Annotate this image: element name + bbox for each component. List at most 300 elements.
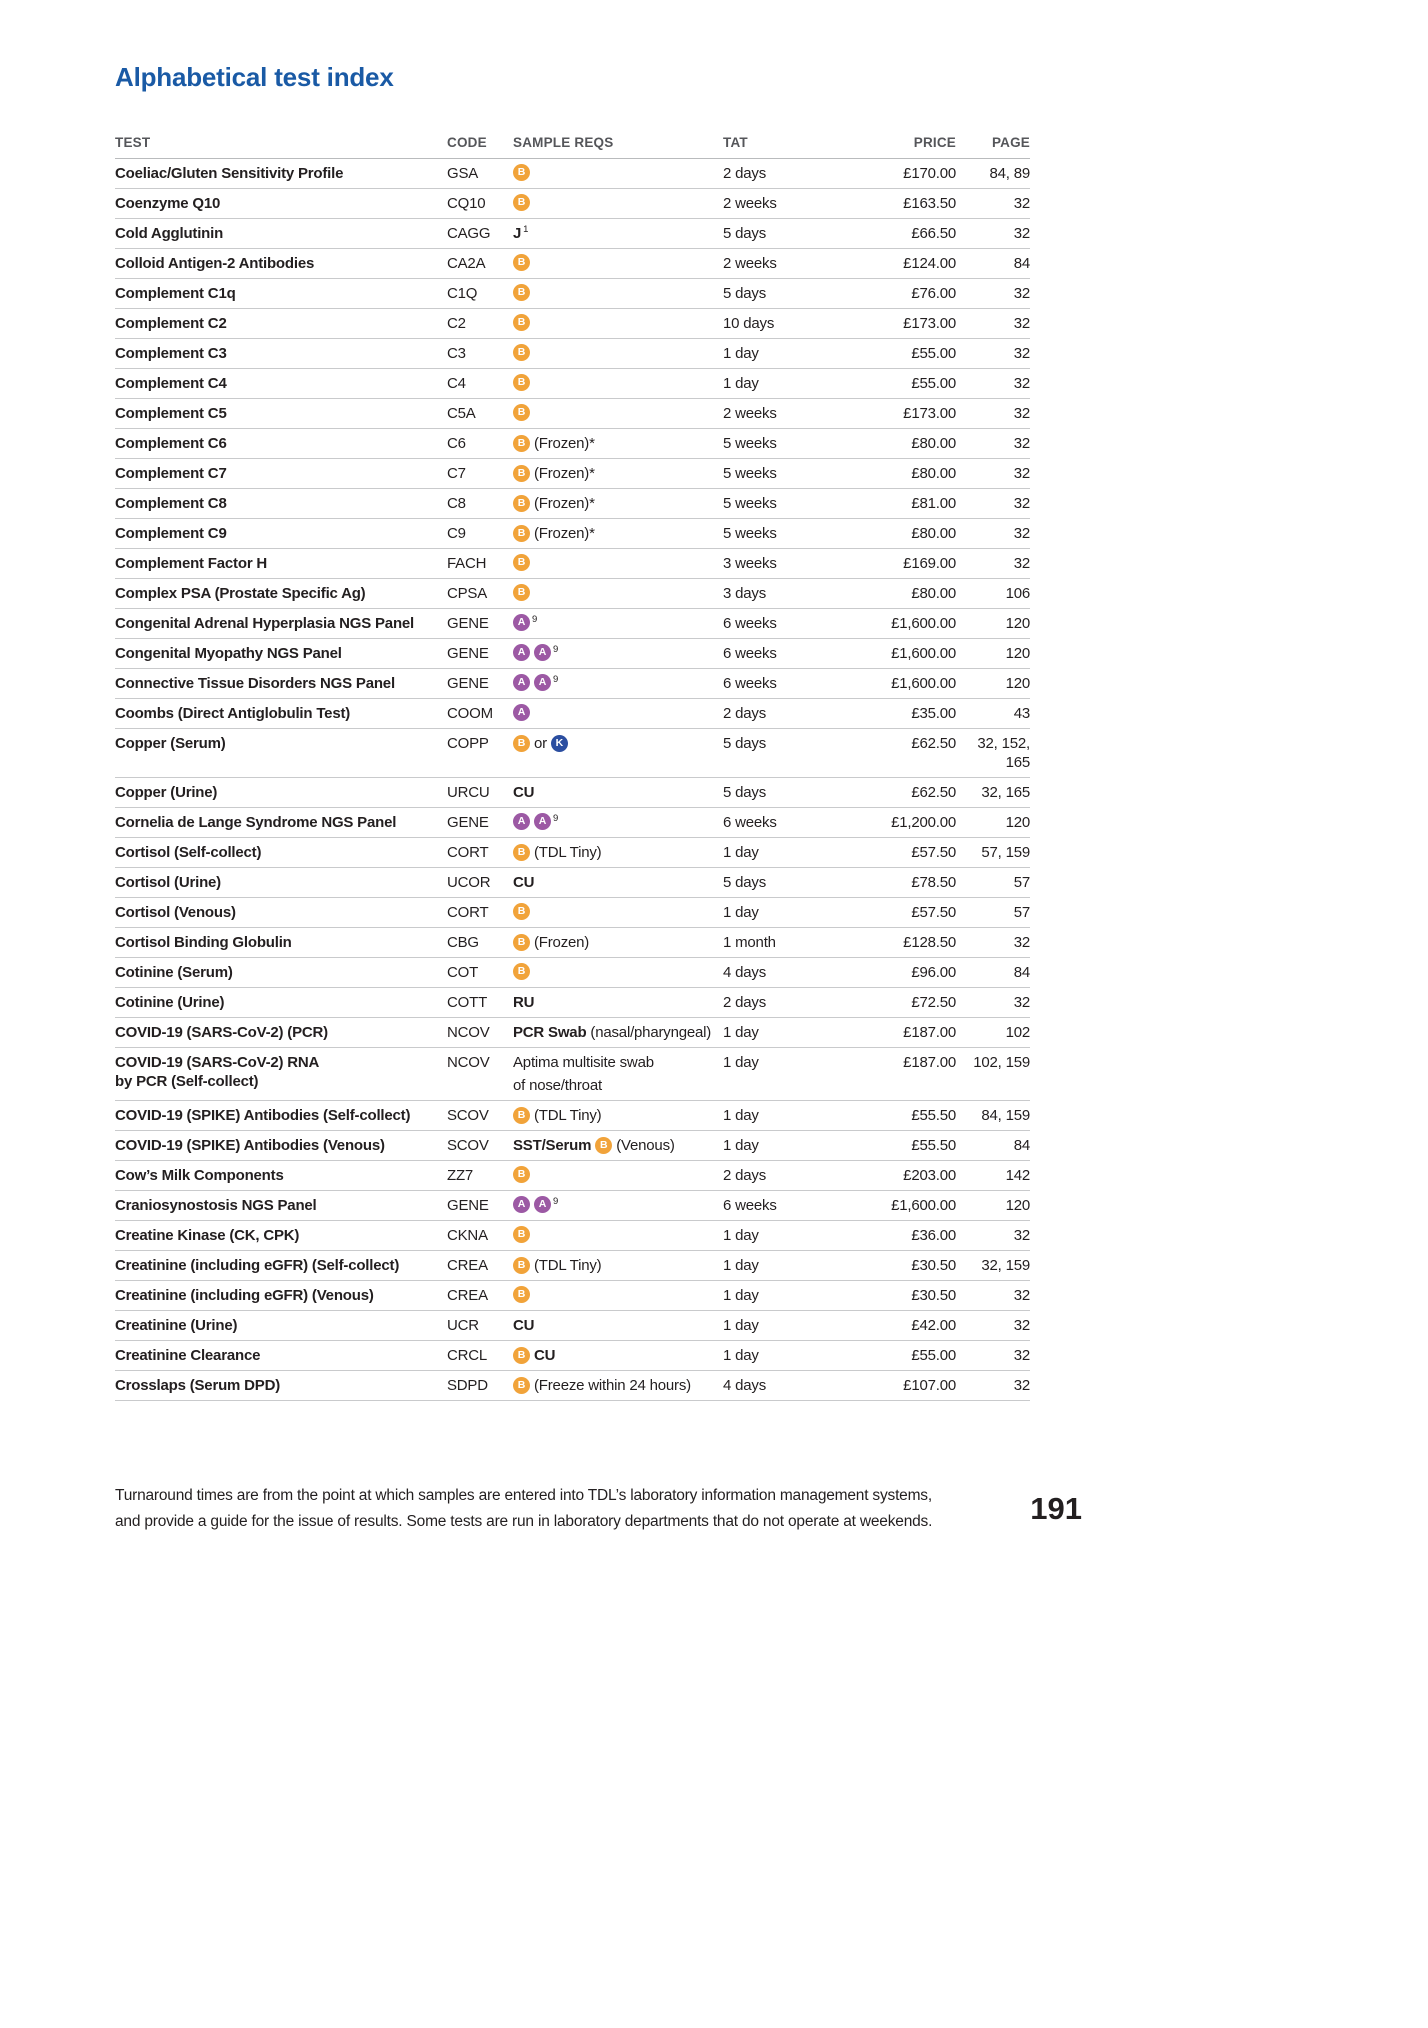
sample-code-b-icon: B: [513, 1286, 530, 1303]
sample-code-b-icon: B: [513, 194, 530, 211]
sample-reqs: [513, 434, 723, 453]
sample-code-b-icon: B: [513, 584, 530, 601]
sample-reqs: [513, 1286, 723, 1303]
sample-reqs: [513, 284, 723, 301]
price-value: £80.00: [911, 465, 956, 482]
sample-code-a-icon: A: [513, 674, 530, 691]
table-row: [115, 808, 1030, 838]
price-value: £124.00: [903, 255, 956, 272]
footnote-line-2: and provide a guide for the issue of results. Some tests are run in laboratory departments that do not operate at weekends.: [115, 1513, 933, 1530]
sample-code-b-icon: B: [513, 963, 530, 980]
test-name: Complement C1q: [115, 285, 236, 302]
page-ref: 32: [1013, 1287, 1030, 1304]
sample-code-b-icon: B: [595, 1137, 612, 1154]
price-value: £80.00: [911, 525, 956, 542]
table-row: [115, 429, 1030, 459]
table-row: [115, 189, 1030, 219]
sample-code-b-icon: B: [513, 554, 530, 571]
price-value: £96.00: [911, 964, 956, 981]
page-ref: 120: [1005, 814, 1030, 831]
sample-reqs: [513, 644, 723, 661]
tat-value: 10 days: [723, 315, 775, 332]
test-name: Creatinine (Urine): [115, 1317, 238, 1334]
table-row: [115, 1251, 1030, 1281]
test-name: Copper (Serum): [115, 735, 226, 752]
tat-value: 2 days: [723, 705, 766, 722]
sample-code-b-icon: B: [513, 934, 530, 951]
page-ref: 84: [1013, 255, 1030, 272]
price-value: £203.00: [903, 1167, 956, 1184]
test-code: GENE: [447, 645, 489, 662]
sample-reqs: [513, 614, 723, 631]
page-footer: [115, 1483, 1082, 1535]
test-name: Congenital Adrenal Hyperplasia NGS Panel: [115, 615, 415, 632]
column-header-test: TEST: [115, 135, 151, 150]
test-code: CA2A: [447, 255, 486, 272]
sample-reqs: [513, 1256, 723, 1275]
sample-code-a-icon: A: [513, 1196, 530, 1213]
test-code: CORT: [447, 904, 489, 921]
sample-code-b-icon: B: [513, 525, 530, 542]
page-ref: 32, 159: [981, 1257, 1030, 1274]
sample-reqs: [513, 554, 723, 571]
test-code: C7: [447, 465, 466, 482]
table-row: [115, 579, 1030, 609]
table-row: [115, 309, 1030, 339]
sample-reqs: [513, 704, 723, 721]
table-row: [115, 1191, 1030, 1221]
sample-code-b-icon: B: [513, 1166, 530, 1183]
table-row: [115, 699, 1030, 729]
test-name: Crosslaps (Serum DPD): [115, 1377, 281, 1394]
tat-value: 6 weeks: [723, 615, 777, 632]
price-value: £187.00: [903, 1054, 956, 1071]
sample-text: J: [513, 225, 522, 242]
sample-reqs: [513, 494, 723, 513]
sample-code-b-icon: B: [513, 314, 530, 331]
sample-code-k-icon: K: [551, 735, 568, 752]
sample-text: (Frozen)*: [534, 465, 595, 482]
test-code: FACH: [447, 555, 487, 572]
test-name: Cortisol (Self-collect): [115, 844, 262, 861]
sample-reqs: [513, 524, 723, 543]
price-value: £169.00: [903, 555, 956, 572]
turnaround-footnote: [115, 1483, 932, 1535]
test-code: GENE: [447, 814, 489, 831]
table-row: [115, 669, 1030, 699]
tat-value: 5 weeks: [723, 465, 777, 482]
test-code: C4: [447, 375, 466, 392]
test-code: CRCL: [447, 1347, 488, 1364]
test-name: Colloid Antigen-2 Antibodies: [115, 255, 315, 272]
sample-reqs: [513, 783, 723, 802]
test-code: NCOV: [447, 1054, 490, 1071]
sample-code-b-icon: B: [513, 1347, 530, 1364]
page-ref: 32, 165: [981, 784, 1030, 801]
test-name: Cortisol Binding Globulin: [115, 934, 292, 951]
column-header-tat: TAT: [723, 135, 748, 150]
sample-text: PCR Swab: [513, 1024, 587, 1041]
test-code: URCU: [447, 784, 490, 801]
price-value: £81.00: [911, 495, 956, 512]
tat-value: 4 days: [723, 964, 766, 981]
tat-value: 5 days: [723, 784, 766, 801]
price-value: £170.00: [903, 165, 956, 182]
tat-value: 1 day: [723, 1287, 759, 1304]
test-name: Complex PSA (Prostate Specific Ag): [115, 585, 366, 602]
tat-value: 2 days: [723, 994, 766, 1011]
sample-code-b-icon: B: [513, 284, 530, 301]
sample-code-b-icon: B: [513, 1257, 530, 1274]
price-value: £107.00: [903, 1377, 956, 1394]
test-code: CQ10: [447, 195, 486, 212]
table-row: [115, 729, 1030, 778]
test-code: C2: [447, 315, 466, 332]
sample-reqs: [513, 813, 723, 830]
test-name: Complement C3: [115, 345, 227, 362]
price-value: £1,600.00: [891, 675, 956, 692]
page-ref: 57, 159: [981, 844, 1030, 861]
footnote-ref: 9: [553, 813, 559, 824]
column-header-price: PRICE: [913, 135, 956, 150]
table-row: [115, 249, 1030, 279]
test-code: CBG: [447, 934, 479, 951]
test-code: SCOV: [447, 1137, 489, 1154]
page-ref: 32: [1013, 495, 1030, 512]
price-value: £35.00: [911, 705, 956, 722]
table-body: [115, 159, 1030, 1401]
test-code: COPP: [447, 735, 489, 752]
test-name: Cortisol (Venous): [115, 904, 236, 921]
page-ref: 32: [1013, 1317, 1030, 1334]
sample-code-a-icon: A: [513, 644, 530, 661]
sample-code-b-icon: B: [513, 844, 530, 861]
sample-reqs: [513, 674, 723, 691]
test-code: C6: [447, 435, 466, 452]
price-value: £55.50: [911, 1137, 956, 1154]
footnote-ref: 9: [553, 644, 559, 655]
test-code: C1Q: [447, 285, 478, 302]
price-value: £78.50: [911, 874, 956, 891]
sample-text: Aptima multisite swab: [513, 1054, 654, 1071]
page-ref: 32: [1013, 435, 1030, 452]
price-value: £57.50: [911, 904, 956, 921]
test-code: UCR: [447, 1317, 479, 1334]
test-code: GENE: [447, 615, 489, 632]
page-ref: 102, 159: [973, 1054, 1030, 1071]
sample-code-b-icon: B: [513, 495, 530, 512]
tat-value: 5 days: [723, 735, 766, 752]
sample-reqs: [513, 993, 723, 1012]
tat-value: 1 day: [723, 1347, 759, 1364]
table-row: [115, 1311, 1030, 1341]
tat-value: 1 day: [723, 1054, 759, 1071]
tat-value: 4 days: [723, 1377, 766, 1394]
tat-value: 1 day: [723, 1227, 759, 1244]
table-row: [115, 838, 1030, 868]
test-code: CAGG: [447, 225, 491, 242]
sample-reqs: [513, 1346, 723, 1365]
sample-code-b-icon: B: [513, 404, 530, 421]
page-ref: 32: [1013, 375, 1030, 392]
sample-text: (TDL Tiny): [534, 844, 602, 861]
price-value: £80.00: [911, 585, 956, 602]
test-name: COVID-19 (SPIKE) Antibodies (Venous): [115, 1137, 385, 1154]
sample-text: (TDL Tiny): [534, 1107, 602, 1124]
sample-text: CU: [534, 1347, 556, 1364]
tat-value: 3 days: [723, 585, 766, 602]
test-name: Coombs (Direct Antiglobulin Test): [115, 705, 351, 722]
page-ref: 32: [1013, 1377, 1030, 1394]
sample-code-b-icon: B: [513, 1377, 530, 1394]
table-row: [115, 549, 1030, 579]
test-name: Coenzyme Q10: [115, 195, 221, 212]
table-row: [115, 519, 1030, 549]
table-row: [115, 868, 1030, 898]
page-ref: 32: [1013, 285, 1030, 302]
price-value: £1,200.00: [891, 814, 956, 831]
page-ref: 120: [1005, 615, 1030, 632]
column-header-code: CODE: [447, 135, 487, 150]
sample-text: RU: [513, 994, 535, 1011]
test-name: COVID-19 (SPIKE) Antibodies (Self-collect): [115, 1107, 411, 1124]
page-ref: 32: [1013, 525, 1030, 542]
test-name: Copper (Urine): [115, 784, 218, 801]
test-name: Cotinine (Urine): [115, 994, 225, 1011]
table-row: [115, 1161, 1030, 1191]
sample-text: CU: [513, 1317, 535, 1334]
sample-text: (Freeze within 24 hours): [534, 1377, 691, 1394]
table-header-row: [115, 135, 1030, 159]
sample-reqs: [513, 314, 723, 331]
tat-value: 6 weeks: [723, 645, 777, 662]
sample-text: (Venous): [616, 1137, 675, 1154]
sample-reqs: [513, 1023, 723, 1042]
sample-reqs: [513, 933, 723, 952]
sample-reqs: [513, 374, 723, 391]
tat-value: 2 days: [723, 165, 766, 182]
page-ref: 32: [1013, 555, 1030, 572]
test-name: Congenital Myopathy NGS Panel: [115, 645, 342, 662]
test-name: COVID-19 (SARS-CoV-2) RNA by PCR (Self-collect): [115, 1054, 320, 1090]
price-value: £62.50: [911, 735, 956, 752]
test-code: SCOV: [447, 1107, 489, 1124]
price-value: £80.00: [911, 435, 956, 452]
sample-code-b-icon: B: [513, 164, 530, 181]
price-value: £173.00: [903, 315, 956, 332]
page-title: Alphabetical test index: [115, 62, 394, 92]
price-value: £187.00: [903, 1024, 956, 1041]
sample-code-a-icon: A: [534, 674, 551, 691]
test-index-table: [115, 135, 1030, 1401]
price-value: £62.50: [911, 784, 956, 801]
page-ref: 32, 152, 165: [977, 735, 1030, 771]
price-value: £1,600.00: [891, 645, 956, 662]
page-ref: 32: [1013, 465, 1030, 482]
table-row: [115, 279, 1030, 309]
sample-reqs: [513, 1316, 723, 1335]
page-ref: 120: [1005, 645, 1030, 662]
sample-text: (Frozen)*: [534, 525, 595, 542]
test-name: Complement C5: [115, 405, 227, 422]
tat-value: 5 weeks: [723, 525, 777, 542]
sample-text: CU: [513, 874, 535, 891]
sample-reqs: [513, 843, 723, 862]
tat-value: 1 month: [723, 934, 776, 951]
page-ref: 84: [1013, 964, 1030, 981]
price-value: £1,600.00: [891, 615, 956, 632]
table-row: [115, 639, 1030, 669]
sample-reqs: [513, 404, 723, 421]
sample-code-a-icon: A: [534, 644, 551, 661]
sample-reqs: [513, 1136, 723, 1155]
footnote-ref: 9: [532, 614, 538, 625]
test-name: Complement C2: [115, 315, 227, 332]
table-row: [115, 459, 1030, 489]
price-value: £66.50: [911, 225, 956, 242]
tat-value: 1 day: [723, 345, 759, 362]
sample-reqs: [513, 963, 723, 980]
footnote-ref: 1: [523, 224, 529, 235]
price-value: £55.00: [911, 375, 956, 392]
sample-reqs: [513, 254, 723, 271]
test-code: NCOV: [447, 1024, 490, 1041]
page-ref: 57: [1013, 904, 1030, 921]
sample-code-b-icon: B: [513, 374, 530, 391]
sample-reqs: [513, 194, 723, 211]
sample-code-b-icon: B: [513, 465, 530, 482]
column-header-page: PAGE: [991, 135, 1030, 150]
tat-value: 5 days: [723, 225, 766, 242]
test-code: CPSA: [447, 585, 488, 602]
test-name: Creatinine Clearance: [115, 1347, 261, 1364]
test-name: Craniosynostosis NGS Panel: [115, 1197, 317, 1214]
sample-code-b-icon: B: [513, 903, 530, 920]
tat-value: 5 weeks: [723, 495, 777, 512]
sample-reqs: [513, 464, 723, 483]
test-name: Cow’s Milk Components: [115, 1167, 284, 1184]
table-row: [115, 489, 1030, 519]
page-ref: 32: [1013, 225, 1030, 242]
table-row: [115, 369, 1030, 399]
price-value: £173.00: [903, 405, 956, 422]
tat-value: 1 day: [723, 1107, 759, 1124]
table-row: [115, 609, 1030, 639]
tat-value: 1 day: [723, 904, 759, 921]
test-name: Cornelia de Lange Syndrome NGS Panel: [115, 814, 397, 831]
tat-value: 1 day: [723, 1317, 759, 1334]
sample-reqs: [513, 734, 723, 753]
test-name: Creatine Kinase (CK, CPK): [115, 1227, 300, 1244]
sample-reqs: [513, 1106, 723, 1125]
table-row: [115, 1018, 1030, 1048]
sample-reqs: [513, 1166, 723, 1183]
tat-value: 5 days: [723, 285, 766, 302]
sample-code-a-icon: A: [534, 1196, 551, 1213]
sample-reqs: [513, 873, 723, 892]
page-ref: 43: [1013, 705, 1030, 722]
page-ref: 32: [1013, 405, 1030, 422]
test-name: Complement C4: [115, 375, 227, 392]
test-code: COOM: [447, 705, 493, 722]
tat-value: 2 days: [723, 1167, 766, 1184]
sample-code-b-icon: B: [513, 735, 530, 752]
price-value: £1,600.00: [891, 1197, 956, 1214]
tat-value: 6 weeks: [723, 675, 777, 692]
table-row: [115, 219, 1030, 249]
tat-value: 1 day: [723, 375, 759, 392]
sample-code-a-icon: A: [513, 704, 530, 721]
test-code: UCOR: [447, 874, 491, 891]
table-row: [115, 1131, 1030, 1161]
table-row: [115, 339, 1030, 369]
sample-text: (nasal/pharyngeal): [590, 1024, 712, 1041]
test-code: CREA: [447, 1257, 488, 1274]
test-code: C3: [447, 345, 466, 362]
test-name: Creatinine (including eGFR) (Self-collect): [115, 1257, 400, 1274]
sample-reqs: [513, 164, 723, 181]
tat-value: 1 day: [723, 844, 759, 861]
tat-value: 5 weeks: [723, 435, 777, 452]
test-code: CKNA: [447, 1227, 488, 1244]
test-code: C9: [447, 525, 466, 542]
test-code: CREA: [447, 1287, 488, 1304]
sample-text: (Frozen)*: [534, 435, 595, 452]
test-name: Complement C9: [115, 525, 227, 542]
test-name: Complement C8: [115, 495, 227, 512]
sample-code-b-icon: B: [513, 1226, 530, 1243]
tat-value: 1 day: [723, 1257, 759, 1274]
table-row: [115, 1281, 1030, 1311]
page-ref: 32: [1013, 994, 1030, 1011]
page-ref: 84: [1013, 1137, 1030, 1154]
tat-value: 2 weeks: [723, 405, 777, 422]
table-row: [115, 1341, 1030, 1371]
test-code: CORT: [447, 844, 489, 861]
sample-code-a-icon: A: [513, 813, 530, 830]
page-ref: 142: [1005, 1167, 1030, 1184]
page-ref: 120: [1005, 1197, 1030, 1214]
price-value: £36.00: [911, 1227, 956, 1244]
test-name: Cold Agglutinin: [115, 225, 224, 242]
sample-text: or: [534, 735, 547, 752]
table-row: [115, 1101, 1030, 1131]
test-code: SDPD: [447, 1377, 488, 1394]
column-header-sample-reqs: SAMPLE REQS: [513, 135, 614, 150]
test-name: Cotinine (Serum): [115, 964, 233, 981]
test-code: GENE: [447, 1197, 489, 1214]
tat-value: 1 day: [723, 1024, 759, 1041]
page-ref: 106: [1005, 585, 1030, 602]
test-code: GENE: [447, 675, 489, 692]
page-ref: 102: [1005, 1024, 1030, 1041]
test-name: Complement C7: [115, 465, 227, 482]
page-ref: 32: [1013, 315, 1030, 332]
price-value: £30.50: [911, 1257, 956, 1274]
page-ref: 32: [1013, 345, 1030, 362]
tat-value: 6 weeks: [723, 1197, 777, 1214]
table-row: [115, 1048, 1030, 1101]
sample-text: (Frozen): [534, 934, 590, 951]
tat-value: 6 weeks: [723, 814, 777, 831]
page-ref: 32: [1013, 1347, 1030, 1364]
page-ref: 84, 89: [989, 165, 1030, 182]
sample-code-b-icon: B: [513, 254, 530, 271]
test-name: Cortisol (Urine): [115, 874, 221, 891]
table-row: [115, 928, 1030, 958]
price-value: £72.50: [911, 994, 956, 1011]
sample-reqs: [513, 903, 723, 920]
